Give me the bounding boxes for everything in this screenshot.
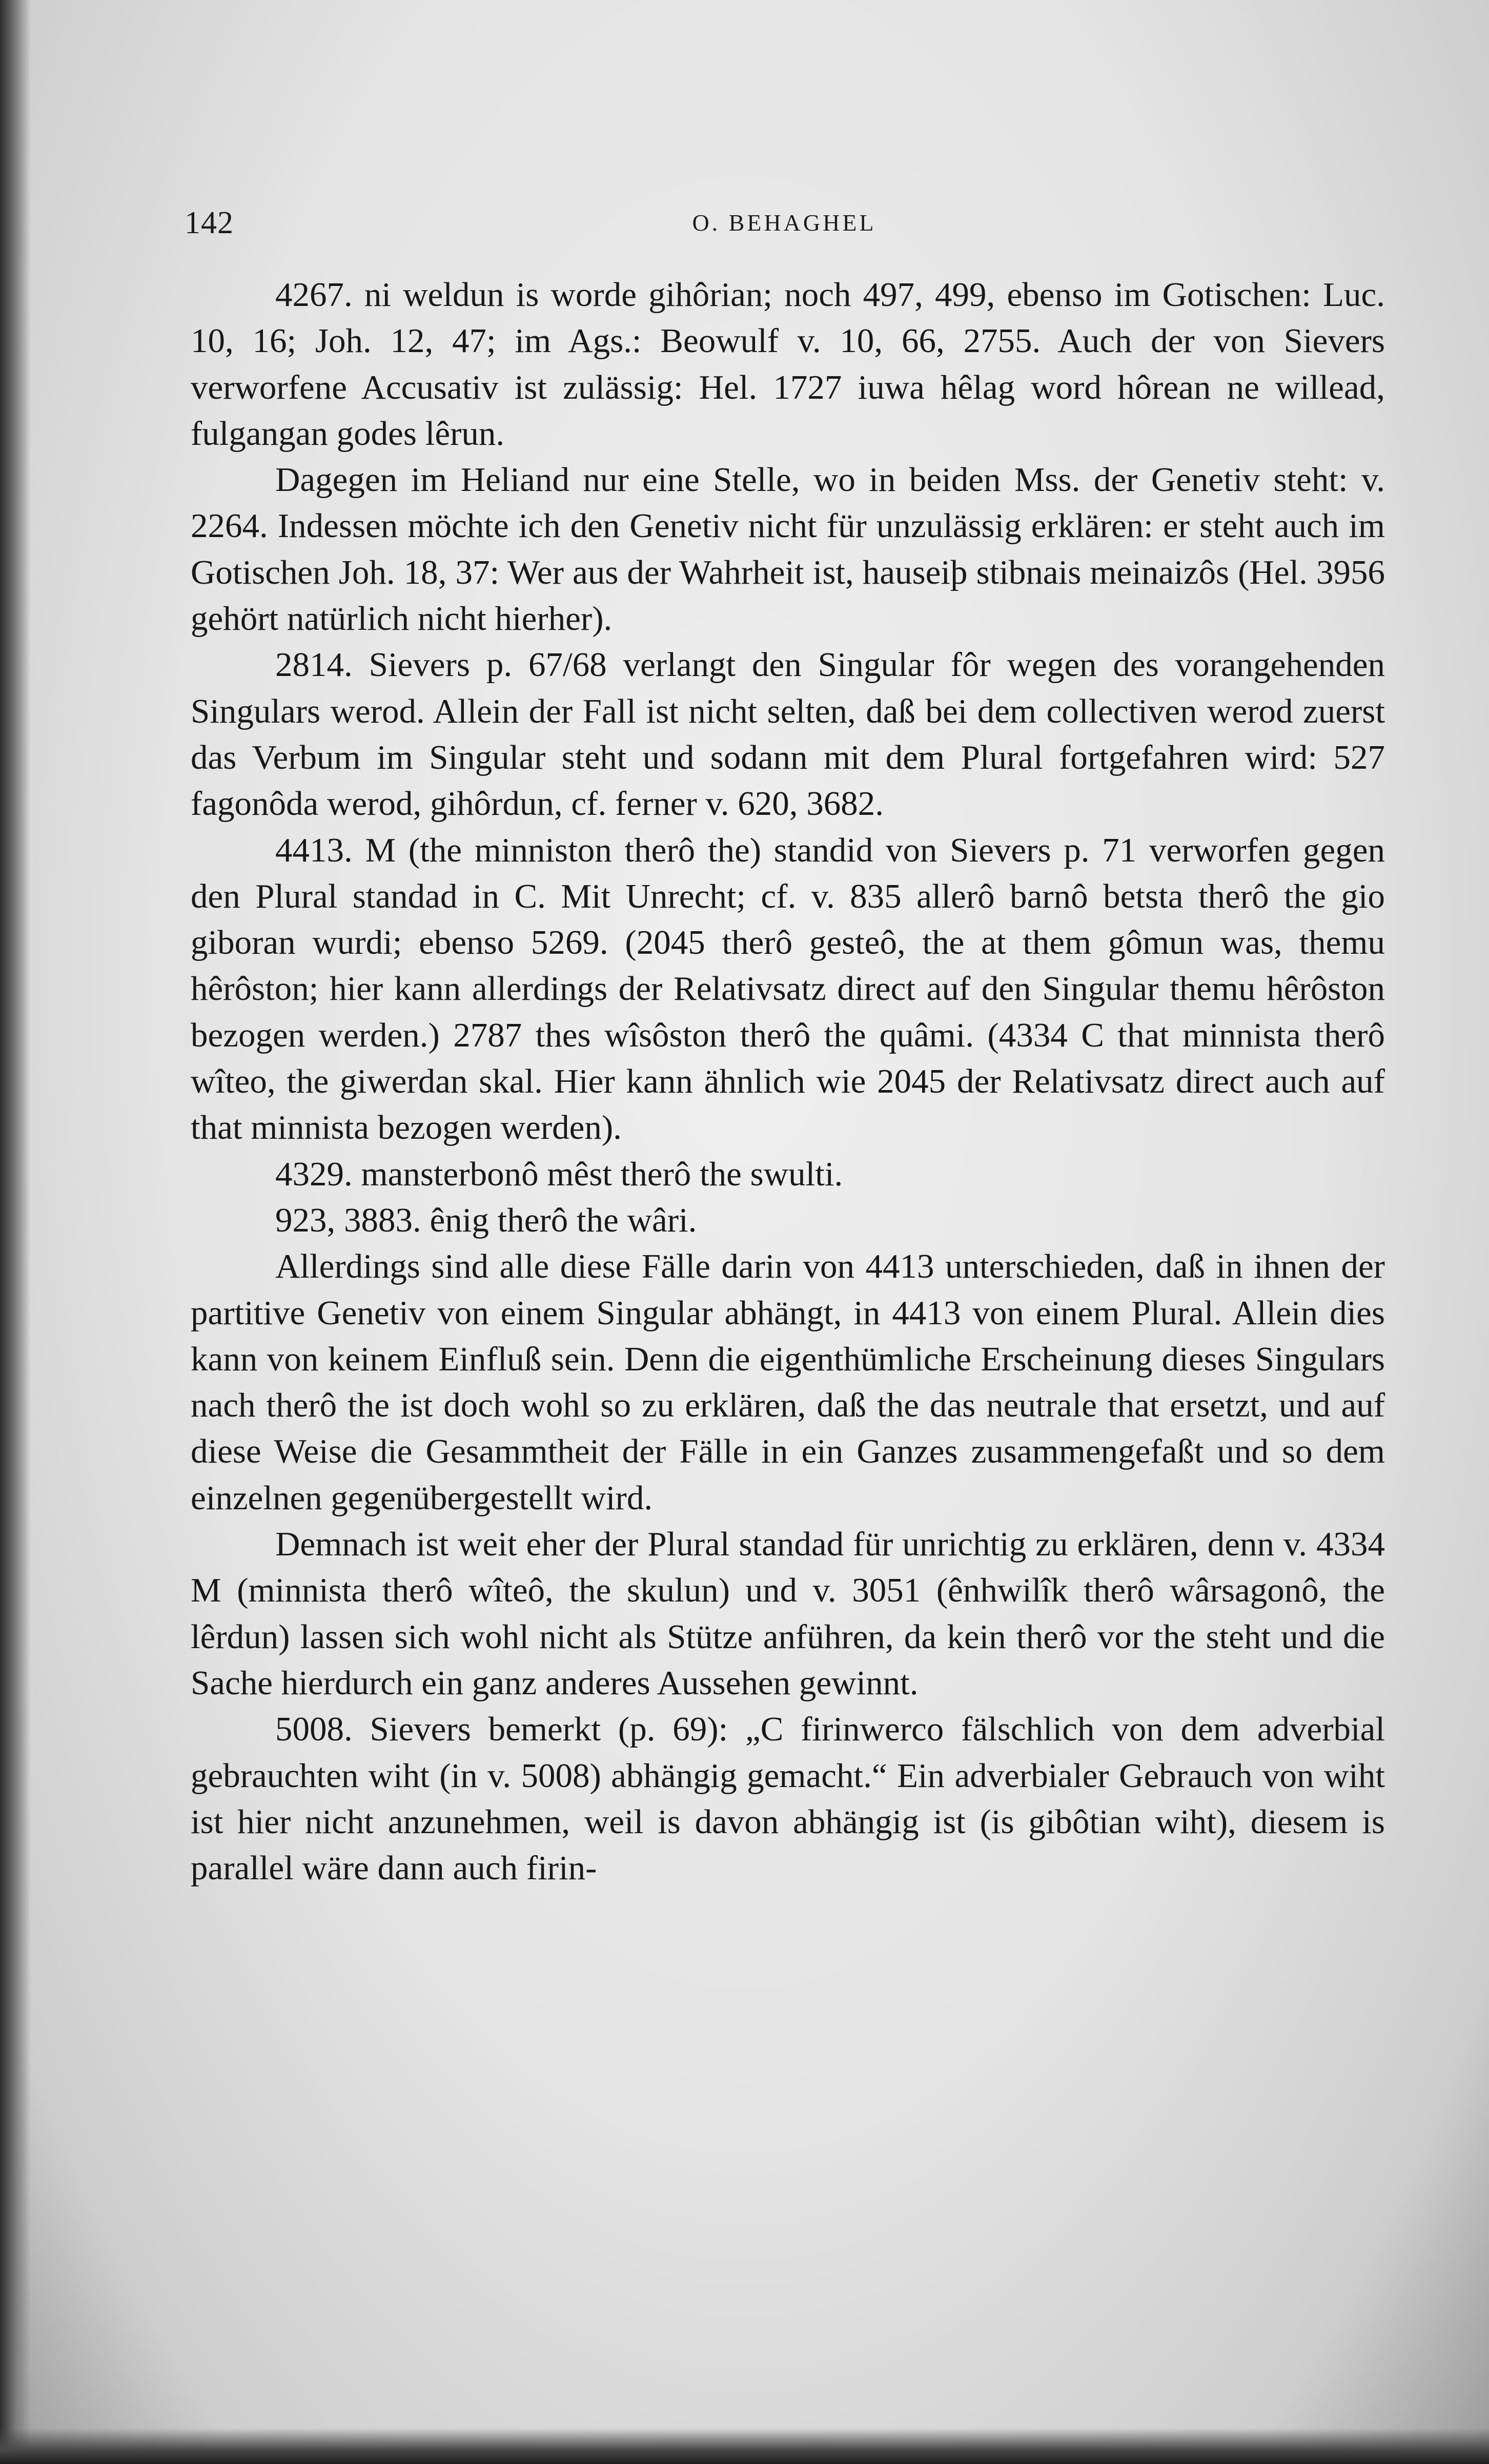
paragraph-4329: 4329. mansterbonô mêst therô the swulti. [275,1155,843,1193]
running-head [185,205,1384,251]
paragraph-genetiv: Dagegen im Heliand nur eine Stelle, wo in beiden Mss. der Genetiv steht: v. 2264. Indessen möchte ich den Genetiv nicht für unzulässig erklären: er steht auch im Gotischen Joh. 18, 37: Wer aus der Wahrheit ist, hauseiþ stibnais meinaizôs (Hel. 3956 gehört natürlich nicht hierher). [191,461,1385,638]
paragraph-4267: 4267. ni weldun is worde gihôrian; noch 497, 499, ebenso im Gotischen: Luc. 10, 16; Joh. 12, 47; im Ags.: Beowulf v. 10, 66, 2755. Auch der von Sievers verworfene Accusativ ist zulässig: Hel. 1727 iuwa hêlag word hôrean ne willead, fulgangan godes lêrun. [191,276,1385,453]
paragraph-2814: 2814. Sievers p. 67/68 verlangt den Singular fôr wegen des vorangehenden Singulars werod. Allein der Fall ist nicht selten, daß bei dem collectiven werod zuerst das Verbum im Singular steht und sodann mit dem Plural fortgefahren wird: 527 fagonôda werod, gihôrdun, cf. ferner v. 620, 3682. [191,646,1385,823]
binding-shadow [0,0,31,2464]
paragraph-923: 923, 3883. ênig therô the wâri. [275,1201,697,1239]
page-bottom-edge [0,2428,1489,2464]
running-head-author: O. BEHAGHEL [692,210,876,236]
paragraph-4413: 4413. M (the minniston therô the) standid von Sievers p. 71 verworfen gegen den Plural standad in C. Mit Unrecht; cf. v. 835 allerô barnô betsta therô the gio giboran wurdi; ebenso 5269. (2045 therô gesteô, the at them gômun was, themu hêrôston; hier kann allerdings der Relativsatz direct auf den Singular themu hêrôston bezogen werden.) 2787 thes wîsôston therô the quâmi. (4334 C that minnista therô wîteo, the giwerdan skal. Hier kann ähnlich wie 2045 der Relativsatz direct auch auf that minnista bezogen werden). [191,831,1385,1147]
body-text [191,272,1385,1891]
paragraph-allerdings: Allerdings sind alle diese Fälle darin von 4413 unterschieden, daß in ihnen der partitive Genetiv von einem Singular abhängt, in 4413 von einem Plural. Allein dies kann von keinem Einfluß sein. Denn die eigenthümliche Erscheinung dieses Singulars nach therô the ist doch wohl so zu erklären, daß the das neutrale that ersetzt, und auf diese Weise die Gesammtheit der Fälle in ein Ganzes zusammengefaßt und so dem einzelnen gegenübergestellt wird. [191,1247,1385,1517]
paragraph-5008: 5008. Sievers bemerkt (p. 69): „C firinwerco fälschlich von dem adverbial gebrauchten wiht (in v. 5008) abhängig gemacht.“ Ein adverbialer Gebrauch von wiht ist hier nicht anzunehmen, weil is davon abhängig ist (is gibôtian wiht), diesem is parallel wäre dann auch firin- [191,1710,1385,1887]
paragraph-demnach: Demnach ist weit eher der Plural standad für unrichtig zu erklären, denn v. 4334 M (minnista therô wîteô, the skulun) und v. 3051 (ênhwilîk therô wârsagonô, the lêrdun) lassen sich wohl nicht als Stütze anführen, da kein therô vor the steht und die Sache hierdurch ein ganz anderes Aussehen gewinnt. [191,1525,1385,1702]
page-number: 142 [185,206,234,240]
